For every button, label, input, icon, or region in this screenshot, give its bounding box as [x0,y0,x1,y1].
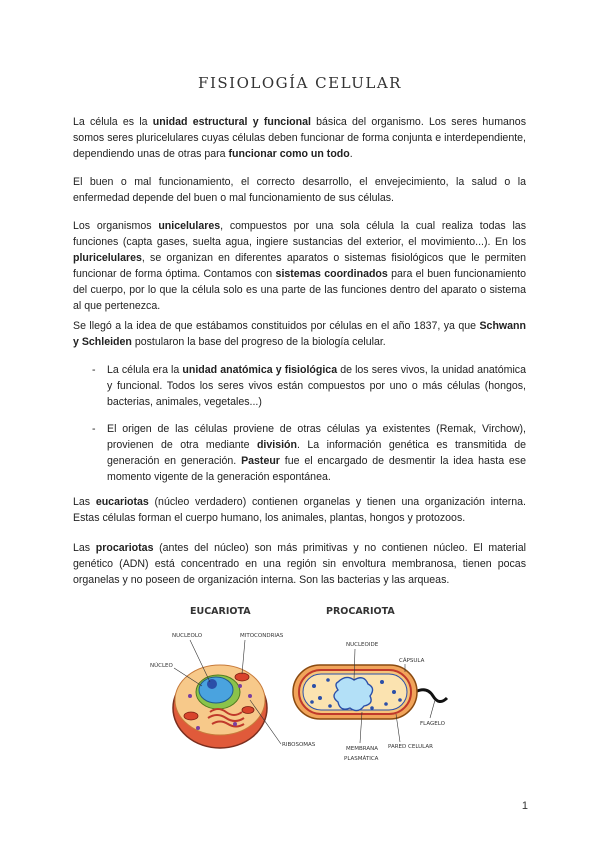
label-nucleo: NÚCLEO [150,663,173,669]
label-pared-celular: PARED CELULAR [388,744,433,750]
label-membrana: MEMBRANA [346,746,378,752]
paragraph-eukaryotes: Las eucariotas (núcleo verdadero) contienen organelas y tienen una organización interna. Estas células forman el cuerpo humano, los animales, plantas, hongos y protozoos. [73,496,526,524]
label-mitocondrias: MITOCONDRIAS [240,633,284,639]
cell-diagram-svg [150,600,450,780]
paragraph-organisms: Los organismos unicelulares, compuestos por una sola célula la cual realiza todas las funciones (capta gases, suelta agua, ingiere sustancias del exterior, el movimiento...). En los pluricelulares, se organizan en diferentes aparatos o sistemas fisiológicos que le permiten funcionar de forma óptima. Contamos con sistemas coordinados para el buen funcionamiento del cuerpo, por lo que la célula solo es una parte de las funciones dentro del aparato o sistema al que pertenezca. [73,220,526,312]
bullet-dash: - [92,364,96,376]
list-item: - La célula era la unidad anatómica y fisiológica de los seres vivos, la unidad anatómica y funcional. Todos los seres vivos están compuestos por uno o más células (hongos, bacterias, animales, vegetales...) [92,364,526,408]
label-ribosomas: RIBOSOMAS [282,742,316,748]
label-flagelo: FLAGELO [420,721,445,727]
paragraph-prokaryotes: Las procariotas (antes del núcleo) son más primitivas y no contienen núcleo. El material genético (ADN) está concentrado en una región sin envoltura membranosa, tienen pocas organelas y no poseen de organización interna. Son las bacterias y las arqueas. [73,542,526,586]
paragraph-cell-definition: La célula es la unidad estructural y funcional básica del organismo. Los seres humanos somos seres pluricelulares cuyas células deben funcionar de forma conjunta e interdependiente, dependiendo unas de otras para funcionar como un todo. [73,116,526,160]
label-nucleoide: NUCLEOIDE [346,642,379,648]
label-capsula: CÁPSULA [399,658,425,664]
page-number: 1 [521,800,528,812]
procariota-title: PROCARIOTA [326,606,395,617]
label-nucleolo: NUCLEOLO [172,633,203,639]
eukaryote-cell-drawing [173,665,267,748]
eucariota-title: EUCARIOTA [190,606,251,617]
paragraph-cell-health: El buen o mal funcionamiento, el correcto desarrollo, el envejecimiento, la salud o la enfermedad depende del buen o mal funcionamiento de sus células. [73,176,526,204]
label-plasmatica: PLASMÁTICA [344,756,379,762]
prokaryote-cell-drawing [293,665,447,719]
bullet-dash: - [92,423,96,435]
list-item: - El origen de las células proviene de otras células ya existentes (Remak, Virchow), provienen de otra mediante división. La información genética es transmitida de generación en generación. Pasteur fue el encargado de desmentir la idea hasta ese momento vigente de la generación espontánea. [92,423,527,483]
paragraph-cell-theory: Se llegó a la idea de que estábamos constituidos por células en el año 1837, ya que Schwann y Schleiden postularon la base del progreso de la biología celular. [73,320,526,348]
page-title: FISIOLOGÍA CELULAR [198,74,402,92]
cell-comparison-figure [150,600,450,780]
